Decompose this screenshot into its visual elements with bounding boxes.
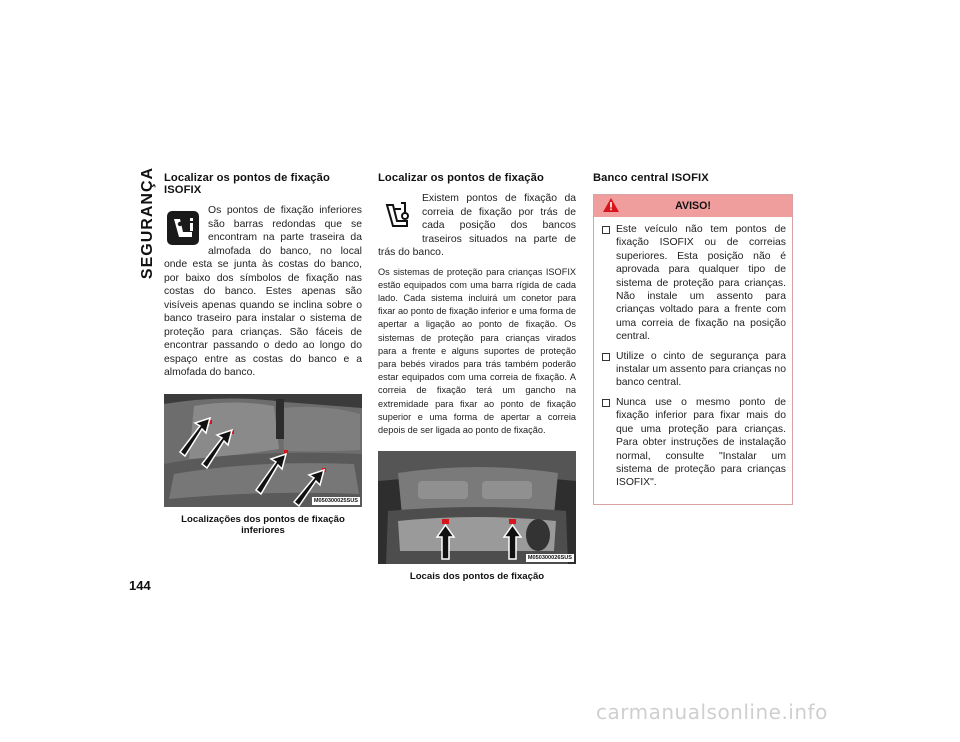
checkbox-bullet-icon	[602, 353, 610, 361]
tether-anchor-icon	[378, 196, 416, 236]
column-center-seat	[593, 172, 793, 505]
warning-item: Este veículo não tem pontos de fixação ISOFIX ou de correias superiores. Esta posição não é aprovada para qualquer tipo de sistema de proteção para crianças. Não instale um assento para crianças voltado para a frente com uma correia de fixação na posição central.	[600, 223, 786, 344]
heading-tether-anchors: Localizar os pontos de fixação	[378, 172, 544, 184]
column-tether-anchors	[378, 172, 576, 582]
caption-lower-anchors: Localizações dos pontos de fixação inferiores	[181, 513, 345, 536]
caption-tether-anchors: Locais dos pontos de fixação	[409, 571, 545, 583]
section-tab-label: SEGURANÇA	[139, 166, 156, 280]
photo-tether-anchors	[378, 451, 576, 564]
page-number: 144	[129, 578, 151, 593]
tether-paragraph: Existem pontos de fixação da correia de fixação por trás de cada posição dos bancos traseiros situados na parte de trás do banco.	[378, 193, 576, 258]
warning-item: Nunca use o mesmo ponto de fixação inferior para fixar mais do que uma proteção para crianças. Para obter instruções de instalação normal, consulte "Instalar um sistema de proteção para crianças ISOFIX".	[600, 396, 786, 490]
warning-triangle-icon	[602, 197, 620, 213]
section-tab	[137, 168, 159, 278]
warning-list	[594, 217, 792, 504]
column-isofix-lower-anchors	[164, 172, 362, 536]
warning-header	[594, 195, 792, 217]
warning-item: Utilize o cinto de segurança para instalar um assento para crianças no banco central.	[600, 350, 786, 390]
heading-isofix-anchors: Localizar os pontos de fixação ISOFIX	[164, 172, 330, 196]
heading-center-seat: Banco central ISOFIX	[593, 172, 709, 184]
photo-code: M050300025SUS	[313, 497, 358, 504]
photo-code: M050300026SUS	[527, 555, 572, 562]
warning-box	[593, 194, 793, 505]
isofix-systems-paragraph: Os sistemas de proteção para crianças ISOFIX estão equipados com uma barra rígida de cada lado. Cada sistema incluirá um conetor para fixar ao ponto de fixação inferior e uma forma de apertar a ligação ao ponto de fixação. Os sistemas de proteção para crianças virados para a frente e alguns suportes de proteção para bebés virados para trás também poderão estar equipados com uma correia de fixação. A correia de fixação terá um gancho na extremidade para fixar ao ponto de fixação superior e uma forma de apertar a correia depois de ser ligada ao ponto de fixação.	[378, 266, 576, 435]
checkbox-bullet-icon	[602, 226, 610, 234]
isofix-paragraph: Os pontos de fixação inferiores são barras redondas que se encontram na parte traseira da almofada do banco, no local onde esta se junta às costas do banco, por baixo dos símbolos de fixação nas costas do banco. Estes apenas são visíveis apenas quando se inclina sobre o banco traseiro para instalar o sistema de proteção para crianças. São fáceis de encontrar passando o dedo ao longo do espaço entre as costas do banco e a almofada do banco.	[164, 205, 362, 378]
checkbox-bullet-icon	[602, 399, 610, 407]
watermark: carmanualsonline.info	[596, 700, 828, 724]
photo-lower-anchors	[164, 394, 362, 507]
isofix-child-seat-icon	[164, 208, 202, 248]
warning-title: AVISO!	[675, 200, 711, 212]
